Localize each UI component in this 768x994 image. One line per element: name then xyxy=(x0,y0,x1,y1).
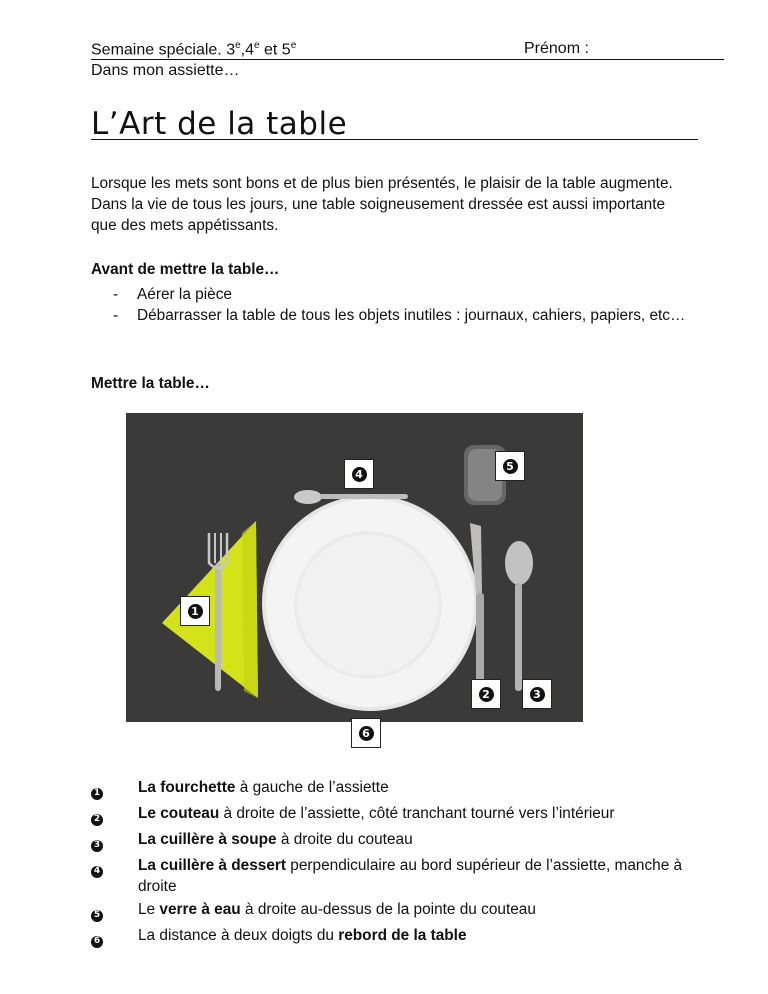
list-item xyxy=(91,925,711,949)
legend-text: Le couteau à droite de l’assiette, côté tranchant tourné vers l’intérieur xyxy=(138,805,615,822)
header-underline xyxy=(91,59,724,60)
list-item xyxy=(91,829,711,853)
list-item-text: Débarrasser la table de tous les objets inutiles : journaux, cahiers, papiers, etc… xyxy=(137,307,686,324)
list-item xyxy=(91,777,711,801)
number-icon: 4 xyxy=(91,855,138,897)
header-class-label: Semaine spéciale. 3e,4e et 5e xyxy=(91,40,297,59)
list-dash: - xyxy=(113,307,119,324)
legend-text: Le verre à eau à droite au-dessus de la pointe du couteau xyxy=(138,901,536,918)
plate-illustration xyxy=(262,495,478,711)
list-item xyxy=(113,284,693,305)
list-item-text: Aérer la pièce xyxy=(137,286,232,303)
marker-table-edge: 6 xyxy=(351,718,381,748)
list-item xyxy=(91,855,711,897)
section-heading-before: Avant de mettre la table… xyxy=(91,261,280,278)
preparation-list xyxy=(113,284,693,326)
title-underline xyxy=(91,139,698,140)
number-icon: 2 xyxy=(91,803,138,827)
marker-fork: 1 xyxy=(180,596,210,626)
legend-text: La distance à deux doigts du rebord de la table xyxy=(138,927,467,944)
legend-text: La cuillère à soupe à droite du couteau xyxy=(138,831,413,848)
legend-text: La cuillère à dessert perpendiculaire au bord supérieur de l’assiette, manche à droite xyxy=(138,857,683,895)
first-name-label: Prénom : xyxy=(524,40,589,57)
marker-soup-spoon: 3 xyxy=(522,679,552,709)
page-title: L’Art de la table xyxy=(91,106,348,142)
number-icon: 6 xyxy=(91,925,138,949)
legend-list xyxy=(91,777,711,951)
section-heading-set-table: Mettre la table… xyxy=(91,375,210,392)
list-dash: - xyxy=(113,286,119,303)
list-item xyxy=(113,305,693,326)
marker-glass: 5 xyxy=(495,451,525,481)
number-icon: 1 xyxy=(91,777,138,801)
marker-dessert-spoon: 4 xyxy=(344,459,374,489)
marker-knife: 2 xyxy=(471,679,501,709)
intro-paragraph: Lorsque les mets sont bons et de plus bien présentés, le plaisir de la table augmente. Dans la vie de tous les jours, une table soigneusement dressée est aussi importante que des mets appétissants. xyxy=(91,175,673,234)
number-icon: 3 xyxy=(91,829,138,853)
header-subtitle: Dans mon assiette… xyxy=(91,62,240,79)
number-icon: 5 xyxy=(91,899,138,923)
legend-text: La fourchette à gauche de l’assiette xyxy=(138,779,389,796)
list-item xyxy=(91,899,711,923)
list-item xyxy=(91,803,711,827)
